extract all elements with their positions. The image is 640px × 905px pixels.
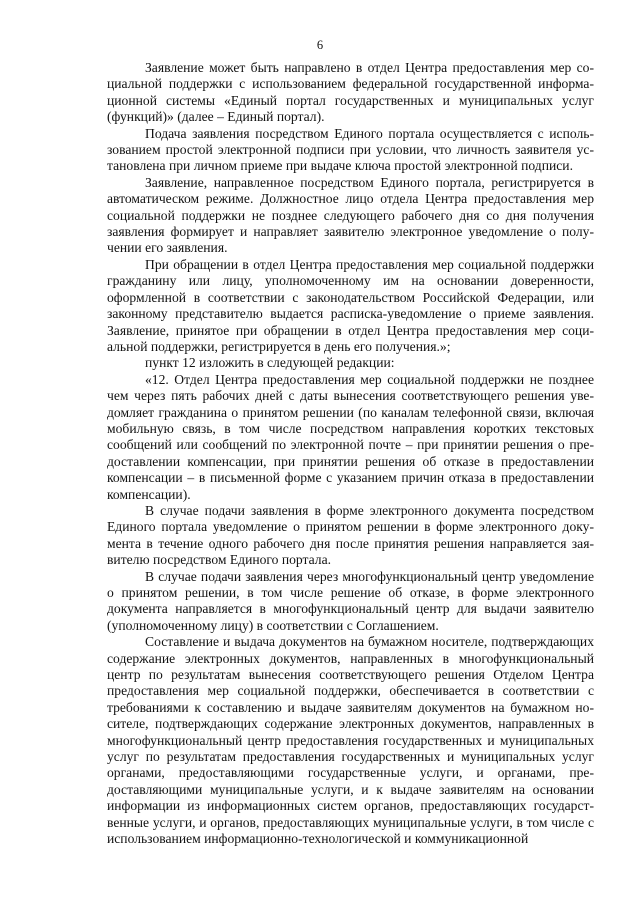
page-number: 6: [316, 38, 324, 52]
paragraph-submission-channels: Заявление может быть направлено в отдел Центра предоставления мер социальной поддержки с использованием федеральной государственной информационной системы «Единый портал государственных и муниципальных услуг (функций)» (далее – Единый портал).: [107, 60, 594, 125]
document-body: [107, 60, 594, 848]
paragraph-paper-documents: Составление и выдача документов на бумажном носителе, подтверждающих содержание электронных документов, направленных в многофункциональный центр по результатам вынесения соответствующего решения Отделом Центра предоставления мер социальной поддержки, обеспечивается в соответствии с требованиями к составлению и выдаче заявителям документов на бумажном носителе, подтверждающих содержание электронных документов, направленных в многофункциональный центр предоставления государственных и муниципальных услуг по результатам предоставления государственных и муниципальных услуг органами, предоставляющими государственные услуги, и органами, предоставляющими муниципальные услуги, и к выдаче заявителям на основании информации из информационных систем органов, предоставляющих государственные услуги, и органов, предоставляющих муниципальные услуги, в том числе с использованием информационно-технологической и коммуникационной: [107, 634, 594, 847]
paragraph-clause-12-intro: пункт 12 изложить в следующей редакции:: [145, 355, 395, 371]
paragraph-portal-notification: В случае подачи заявления в форме электронного документа посредством Единого портала уведомление о принятом решении в форме электронного документа в течение одного рабочего дня после принятия решения направляется заявителю посредством Единого портала.: [107, 502, 594, 568]
paragraph-mfc-notification: В случае подачи заявления через многофункциональный центр уведомление о принятом решении, в том числе решение об отказе, в форме электронного документа направляется в многофункциональный центр для выдачи заявителю (уполномоченному лицу) в соответствии с Соглашением.: [107, 568, 594, 633]
paragraph-clause-12-notification: «12. Отдел Центра предоставления мер социальной поддержки не позднее чем через пять рабочих дней с даты вынесения соответствующего решения уведомляет гражданина о принятом решении (по каналам телефонной связи, включая мобильную связь, в том числе посредством направления коротких текстовых сообщений или сообщений по электронной почте – при принятии решения о предоставлении компенсации, при принятии решения об отказе в предоставлении компенсации – в письменной форме с указанием причин отказа в предоставлении компенсации).: [107, 371, 594, 502]
paragraph-automatic-registration: Заявление, направленное посредством Единого портала, регистрируется в автоматическом режиме. Должностное лицо отдела Центра предоставления мер социальной поддержки не позднее следующего рабочего дня со дня получения заявления формирует и направляет заявителю электронное уведомление о получении его заявления.: [107, 174, 594, 256]
paragraph-in-person-receipt: При обращении в отдел Центра предоставления мер социальной поддержки гражданину или лицу, уполномоченному им на основании доверенности, оформленной в соответствии с законодательством Российской Федерации, или законному представителю выдается расписка-уведомление о приеме заявления. Заявление, принятое при обращении в отдел Центра предоставления мер социальной поддержки, регистрируется в день его получения.»;: [107, 256, 594, 354]
paragraph-electronic-signature: Подача заявления посредством Единого портала осуществляется с использованием простой электронной подписи при условии, что личность заявителя установлена при личном приеме при выдаче ключа простой электронной подписи.: [107, 125, 594, 174]
